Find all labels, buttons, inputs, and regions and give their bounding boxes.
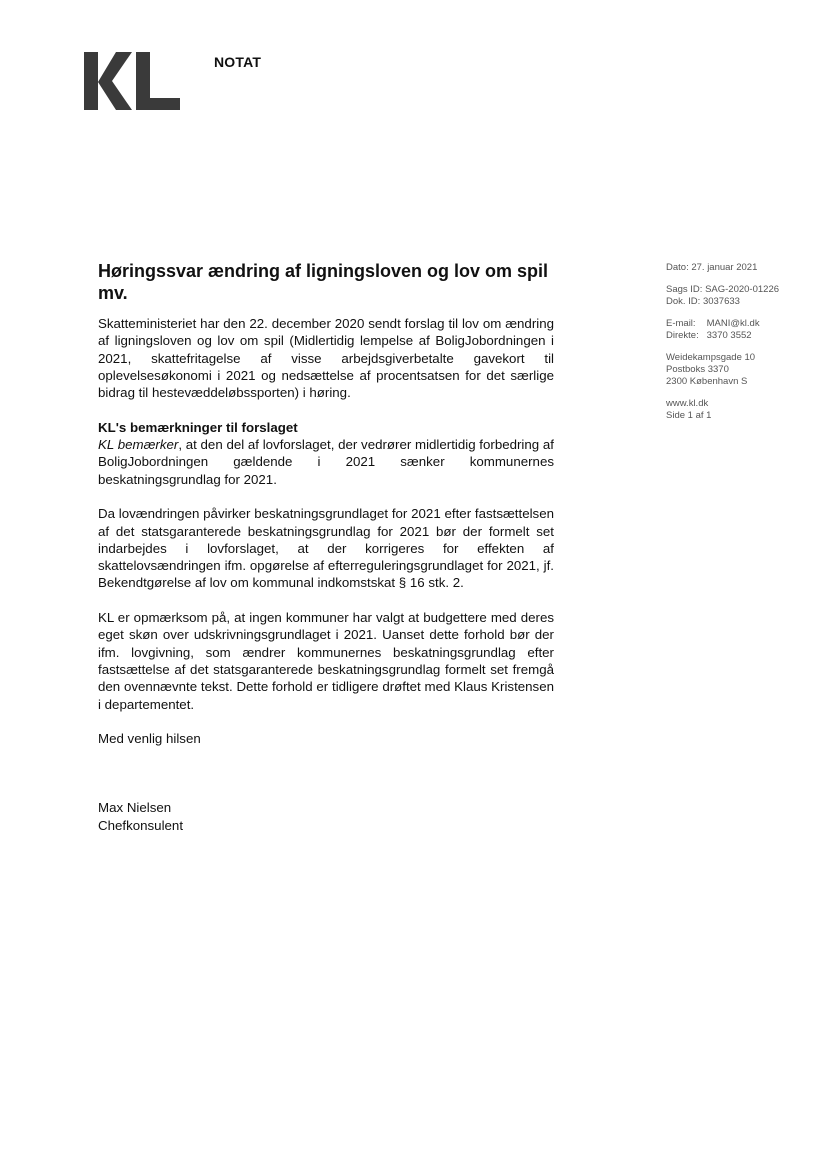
section-heading: KL's bemærkninger til forslaget — [98, 419, 298, 435]
email-row — [666, 318, 816, 330]
remarks-paragraph — [98, 419, 554, 488]
page-title: Høringssvar ændring af ligningsloven og lov om spil mv. — [98, 261, 549, 303]
address-line-3: 2300 København S — [666, 376, 748, 387]
intro-paragraph: Skatteministeriet har den 22. december 2020 sendt forslag til lov om ændring af ligningsloven og lov om spil (Midlertidig lempelse af BoligJobordningen i 2021, skattefritagelse af visse arbejdsgiverbetalte gavekort til oplevelsesøkonomi i 2021 og nedsættelse af procentsatsen for det særlige bidrag til hestevæddeløbssporten) i høring. — [98, 316, 554, 401]
kl-logo — [84, 52, 180, 115]
closing: Med venlig hilsen — [98, 731, 201, 747]
metadata-column — [666, 262, 816, 422]
page-number: Side 1 af 1 — [666, 410, 712, 421]
remarks-text: , at den del af lovforslaget, der vedrører midlertidig forbedring af BoligJobordningen gældende i 2021 sænker kommunernes beskatningsgrundlag for 2021. — [98, 437, 554, 487]
remarks-emphasis: KL bemærker — [98, 437, 179, 453]
email-value: MANI@kl.dk — [706, 318, 760, 329]
website: www.kl.dk — [666, 398, 709, 409]
address-line-2: Postboks 3370 — [666, 364, 729, 375]
phone-label: Direkte: — [666, 330, 699, 341]
document-id: Dok. ID: 3037633 — [666, 296, 740, 307]
document-body — [98, 260, 554, 834]
phone-row — [666, 330, 816, 342]
signer-name: Max Nielsen — [98, 800, 172, 816]
case-id: Sags ID: SAG-2020-01226 — [666, 284, 780, 295]
paragraph-3: KL er opmærksom på, at ingen kommuner har valgt at budgettere med deres eget skøn over udskrivningsgrundlaget i 2021. Uanset dette forhold bør der ifm. lovgivning, som ændrer kommunernes beskatningsgrundlag efter fastsættelse af det statsgaranterede beskatningsgrundlag formelt set fremgå den ovennævnte tekst. Dette forhold er tidligere drøftet med Klaus Kristensen i departementet. — [98, 610, 554, 712]
document-type: NOTAT — [214, 54, 262, 70]
email-label: E-mail: — [666, 318, 696, 329]
phone-value: 3370 3552 — [706, 330, 752, 341]
signer-title: Chefkonsulent — [98, 817, 184, 833]
signature-block — [98, 799, 554, 834]
address-line-1: Weidekampsgade 10 — [666, 352, 756, 363]
paragraph-2: Da lovændringen påvirker beskatningsgrundlaget for 2021 efter fastsættelsen af det statsgaranterede beskatningsgrundlag for 2021 bør der formelt set indarbejdes i lovforslaget, at der korrigeres for effekten af skattelovsændringen ifm. opgørelse af efterreguleringsgrundlaget for 2021, jf. Bekendtgørelse af lov om kommunal indkomstskat § 16 stk. 2. — [98, 506, 554, 591]
date: Dato: 27. januar 2021 — [666, 262, 758, 273]
